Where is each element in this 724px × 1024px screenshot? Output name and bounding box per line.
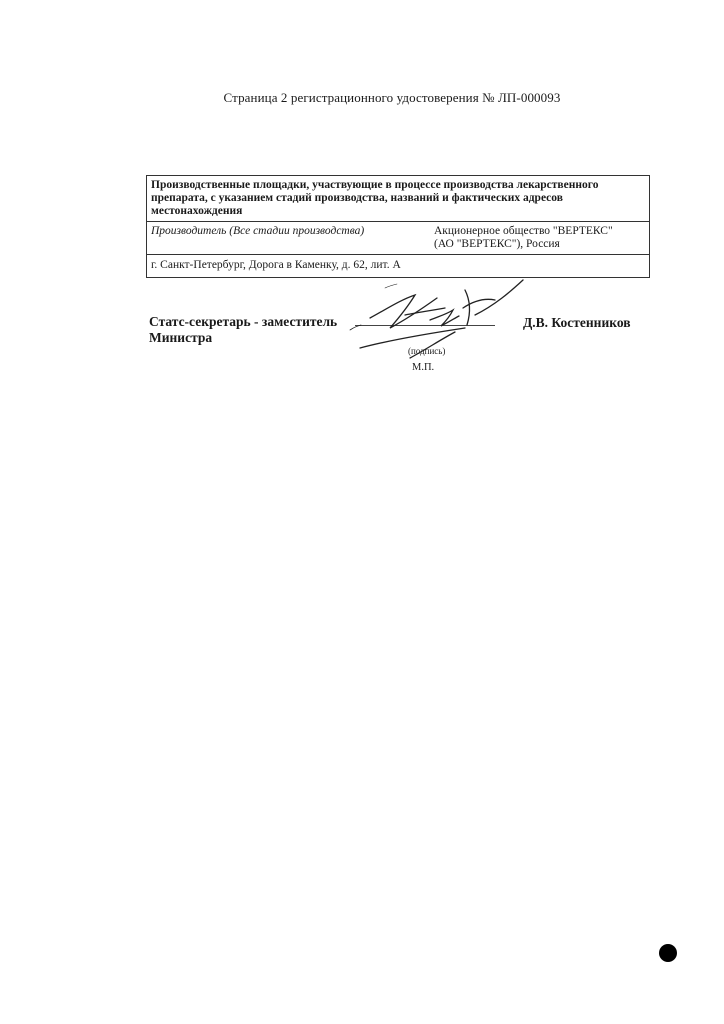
corner-dot-mark — [659, 944, 677, 962]
page-title: Страница 2 регистрационного удостоверения № ЛП-000093 — [223, 90, 561, 105]
signer-title-line1: Статс-секретарь - заместитель — [149, 314, 338, 329]
signer-name: Д.В. Костенников — [523, 315, 631, 330]
handwritten-signature — [345, 270, 545, 380]
manufacturer-row — [147, 222, 649, 255]
company-name-line2: (АО "ВЕРТЕКС"), Россия — [434, 238, 560, 250]
signer-title — [149, 314, 349, 346]
address-row: г. Санкт-Петербург, Дорога в Каменку, д. 62, лит. А — [151, 259, 401, 271]
manufacturer-role: Производитель (Все стадии производства) — [151, 225, 365, 237]
seal-label: М.П. — [412, 362, 435, 373]
signer-title-line2: Министра — [149, 330, 213, 345]
manufacturer-company — [434, 225, 645, 251]
production-sites-table — [146, 175, 650, 278]
signature-caption: (подпись) — [408, 346, 446, 356]
company-name-line1: Акционерное общество "ВЕРТЕКС" — [434, 225, 613, 237]
table-heading: Производственные площадки, участвующие в процессе производства лекарственного препарата, с указанием стадий производства, названий и фактических адресов местонахождения — [147, 176, 649, 222]
